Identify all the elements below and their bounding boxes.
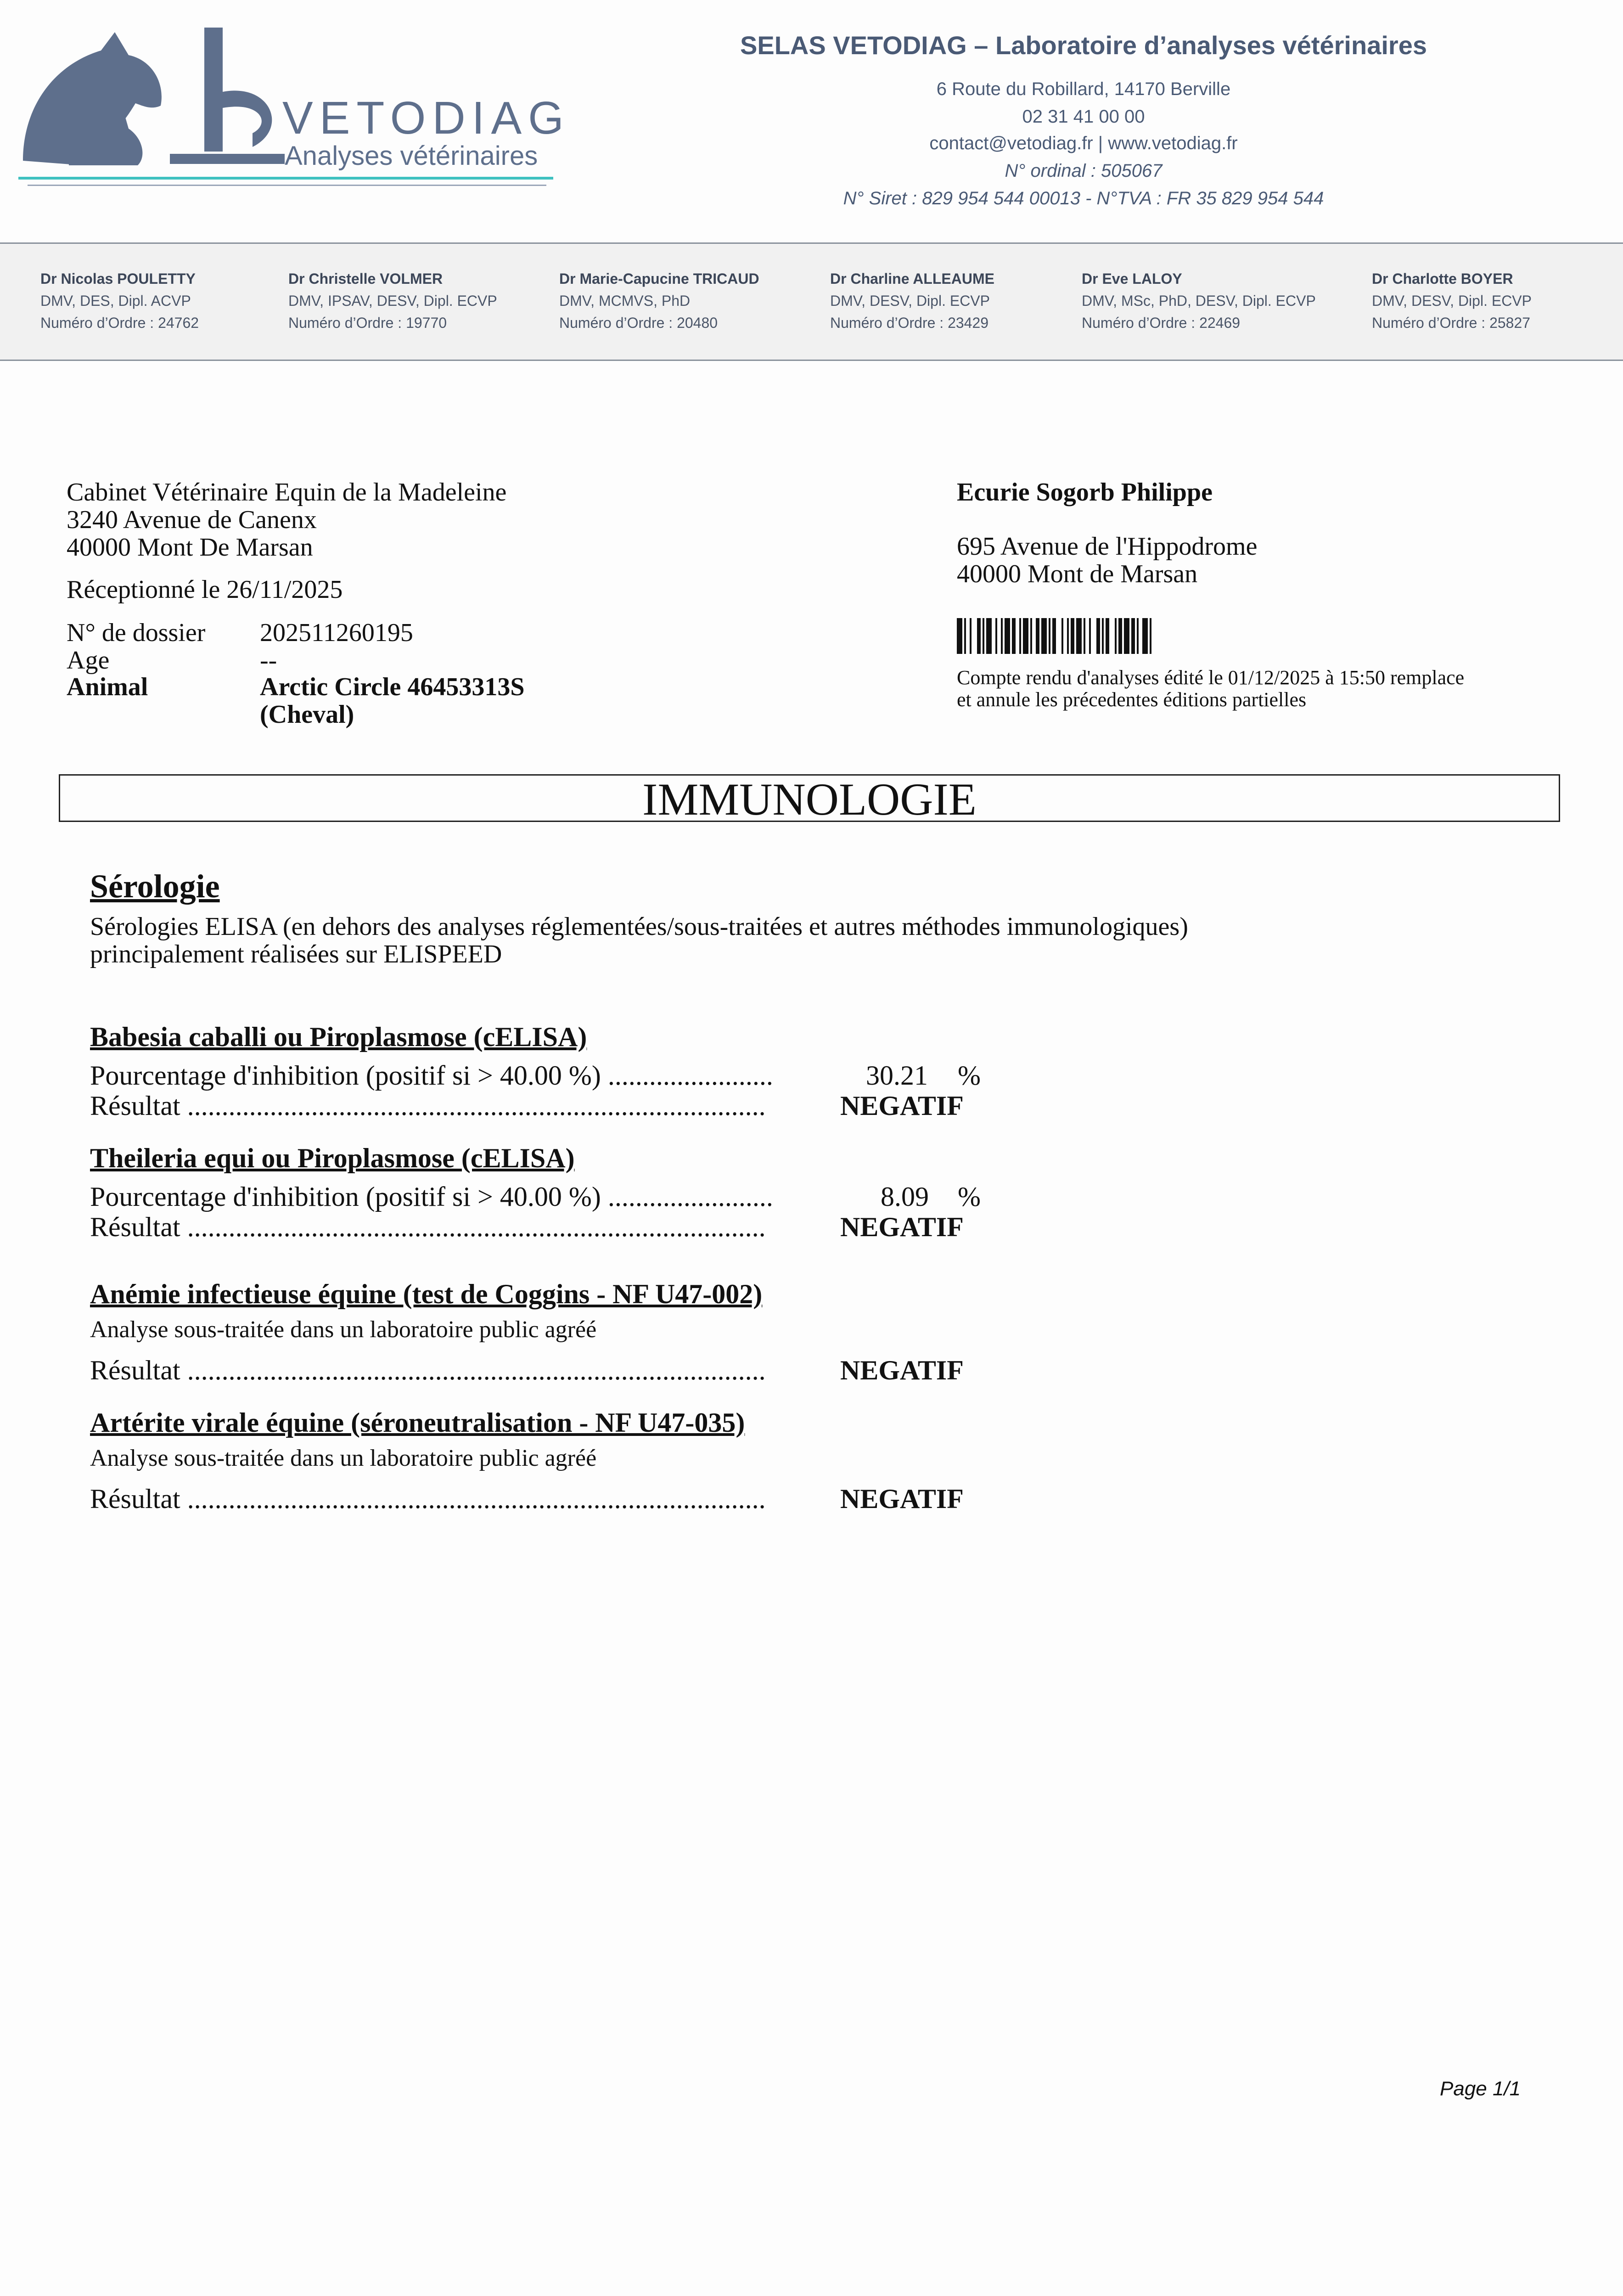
dossier-value: 202511260195: [260, 619, 413, 647]
inhibition-row: [90, 1181, 773, 1212]
vet-name: Dr Marie-Capucine TRICAUD: [559, 270, 759, 287]
edition-note-line: Compte rendu d'analyses édité le 01/12/2025 à 15:50 remplace: [957, 666, 1465, 689]
animal-label: Animal: [67, 673, 148, 701]
barcode-bar: [1137, 618, 1139, 654]
test-title: Theileria equi ou Piroplasmose (cELISA): [90, 1143, 575, 1173]
barcode-graphic: [957, 618, 1200, 654]
vet-degrees: DMV, DES, Dipl. ACVP: [40, 293, 191, 309]
result-row: [90, 1355, 766, 1386]
vet-degrees: DMV, IPSAV, DESV, Dipl. ECVP: [288, 293, 497, 309]
vet-ordre: Numéro d’Ordre : 19770: [288, 315, 447, 331]
test-note: Analyse sous-traitée dans un laboratoire public agréé: [90, 1317, 597, 1343]
result-value: NEGATIF: [840, 1091, 964, 1121]
test-note: Analyse sous-traitée dans un laboratoire public agréé: [90, 1445, 597, 1471]
barcode-bar: [1005, 618, 1010, 654]
vet-name: Dr Charlotte BOYER: [1372, 270, 1513, 287]
recipient-name: Ecurie Sogorb Philippe: [957, 478, 1213, 506]
sender-line: Cabinet Vétérinaire Equin de la Madeleine: [67, 478, 507, 506]
barcode-bar: [1067, 618, 1069, 654]
vet-ordre: Numéro d’Ordre : 20480: [559, 315, 718, 331]
result-row: [90, 1211, 766, 1243]
result-value: NEGATIF: [840, 1355, 964, 1385]
result-label: Résultat: [90, 1355, 180, 1385]
sender-line: 3240 Avenue de Canenx: [67, 506, 317, 534]
barcode-bar: [1089, 618, 1091, 654]
recipient-line: 695 Avenue de l'Hippodrome: [957, 532, 1258, 561]
barcode-bar: [970, 618, 972, 654]
sender-line: 40000 Mont De Marsan: [67, 533, 313, 562]
barcode-bar: [1049, 618, 1050, 654]
barcode-bar: [983, 618, 984, 654]
inhibition-value: 8.09: [881, 1182, 929, 1212]
barcode-bar: [1124, 618, 1129, 654]
barcode-bar: [1106, 618, 1109, 654]
vet-degrees: DMV, MCMVS, PhD: [559, 293, 691, 309]
test-title: Babesia caballi ou Piroplasmose (cELISA): [90, 1022, 587, 1052]
dot-leader: ....................................................................................: [187, 1091, 766, 1121]
inhibition-label: Pourcentage d'inhibition (positif si > 40.00 %): [90, 1182, 601, 1212]
barcode-bar: [1142, 618, 1148, 654]
result-value: NEGATIF: [840, 1484, 964, 1514]
page-number: Page 1/1: [1440, 2077, 1521, 2100]
vet-ordre: Numéro d’Ordre : 24762: [40, 315, 199, 331]
vet-ordre: Numéro d’Ordre : 25827: [1372, 315, 1531, 331]
subsection-description: [90, 913, 1188, 968]
barcode-bar: [1096, 618, 1100, 654]
barcode-bar: [1118, 618, 1122, 654]
dot-leader: ....................................................................................: [187, 1355, 766, 1385]
barcode-bar: [995, 618, 997, 654]
sender-address: [67, 478, 506, 561]
barcode-bar: [1150, 618, 1151, 654]
lab-title-rest: Laboratoire d’analyses vétérinaires: [995, 31, 1427, 60]
dossier-label: N° de dossier: [67, 619, 206, 647]
lab-phone: 02 31 41 00 00: [1022, 107, 1145, 127]
vet-name: Dr Nicolas POULETTY: [40, 270, 196, 287]
vet-card: [40, 268, 199, 334]
test-title: Artérite virale équine (séroneutralisation - NF U47-035): [90, 1407, 745, 1438]
barcode-bar: [957, 618, 962, 654]
subsection-desc-line: principalement réalisées sur ELISPEED: [90, 940, 502, 968]
barcode-bar: [1071, 618, 1074, 654]
dot-leader: ....................................................................................: [187, 1484, 766, 1514]
lab-siret: N° Siret : 829 954 544 00013 - N°TVA : FR 35 829 954 544: [843, 188, 1324, 208]
vet-name: Dr Eve LALOY: [1082, 270, 1182, 287]
result-label: Résultat: [90, 1091, 180, 1121]
received-date: Réceptionné le 26/11/2025: [67, 575, 343, 604]
age-value: --: [260, 646, 277, 675]
subsection-title: Sérologie: [90, 868, 220, 905]
result-row: [90, 1090, 766, 1121]
vet-degrees: DMV, DESV, Dipl. ECVP: [1372, 293, 1532, 309]
animal-name: Arctic Circle 46453313S: [260, 673, 525, 701]
vet-name: Dr Christelle VOLMER: [288, 270, 443, 287]
logo-tagline: Analyses vétérinaires: [285, 141, 538, 171]
barcode-bar: [1041, 618, 1047, 654]
lab-contact: contact@vetodiag.fr | www.vetodiag.fr: [929, 133, 1238, 153]
age-label: Age: [67, 646, 110, 675]
vet-card: [559, 268, 759, 334]
vet-degrees: DMV, MSc, PhD, DESV, Dipl. ECVP: [1082, 293, 1316, 309]
logo-brand-name: VETODIAG: [282, 92, 570, 144]
vet-card: [1372, 268, 1532, 334]
vet-card: [288, 268, 497, 334]
dot-leader: ....................................................................................: [187, 1212, 766, 1242]
inhibition-unit: %: [958, 1060, 981, 1091]
lab-title-prefix: SELAS VETODIAG –: [740, 31, 995, 60]
inhibition-unit: %: [958, 1182, 981, 1212]
lab-title: [693, 30, 1474, 60]
recipient-line: 40000 Mont de Marsan: [957, 560, 1198, 588]
inhibition-row: [90, 1060, 773, 1091]
vet-card: [830, 268, 994, 334]
lab-ordinal: N° ordinal : 505067: [1005, 161, 1162, 181]
barcode-bar: [964, 618, 966, 654]
lab-address: 6 Route du Robillard, 14170 Berville: [936, 79, 1231, 99]
animal-species: (Cheval): [260, 700, 354, 729]
barcode-bar: [1019, 618, 1021, 654]
result-row: [90, 1483, 766, 1514]
vet-ordre: Numéro d’Ordre : 23429: [830, 315, 989, 331]
barcode-bar: [986, 618, 992, 654]
inhibition-label: Pourcentage d'inhibition (positif si > 40.00 %): [90, 1060, 601, 1091]
barcode-bar: [1084, 618, 1085, 654]
vet-ordre: Numéro d’Ordre : 22469: [1082, 315, 1241, 331]
inhibition-value: 30.21: [866, 1060, 928, 1091]
barcode-bar: [1001, 618, 1003, 654]
veterinarians-band: [0, 242, 1623, 361]
dot-leader: ........................: [607, 1182, 773, 1212]
result-label: Résultat: [90, 1484, 180, 1514]
vet-card: [1082, 268, 1316, 334]
edition-note-line: et annule les précedentes éditions partielles: [957, 688, 1307, 711]
vet-degrees: DMV, DESV, Dipl. ECVP: [830, 293, 990, 309]
vetodiag-logo: [14, 23, 570, 193]
vet-name: Dr Charline ALLEAUME: [830, 270, 994, 287]
barcode-bar: [1115, 618, 1117, 654]
recipient-address: [957, 533, 1257, 588]
barcode-bar: [1012, 618, 1016, 654]
barcode-bar: [1023, 618, 1028, 654]
result-label: Résultat: [90, 1212, 180, 1242]
subsection-desc-line: Sérologies ELISA (en dehors des analyses réglementées/sous-traitées et autres méthodes immunologiques): [90, 912, 1188, 941]
barcode: [957, 618, 1200, 654]
barcode-bar: [1052, 618, 1056, 654]
edition-note: [957, 667, 1464, 711]
section-title: IMMUNOLOGIE: [59, 774, 1560, 822]
test-title: Anémie infectieuse équine (test de Coggins - NF U47-002): [90, 1279, 763, 1309]
barcode-bar: [1076, 618, 1082, 654]
barcode-bar: [977, 618, 981, 654]
barcode-bar: [1030, 618, 1032, 654]
barcode-bar: [1102, 618, 1104, 654]
barcode-bar: [1061, 618, 1063, 654]
barcode-bar: [1036, 618, 1039, 654]
barcode-bar: [1131, 618, 1135, 654]
result-value: NEGATIF: [840, 1212, 964, 1242]
dot-leader: ........................: [607, 1060, 773, 1091]
